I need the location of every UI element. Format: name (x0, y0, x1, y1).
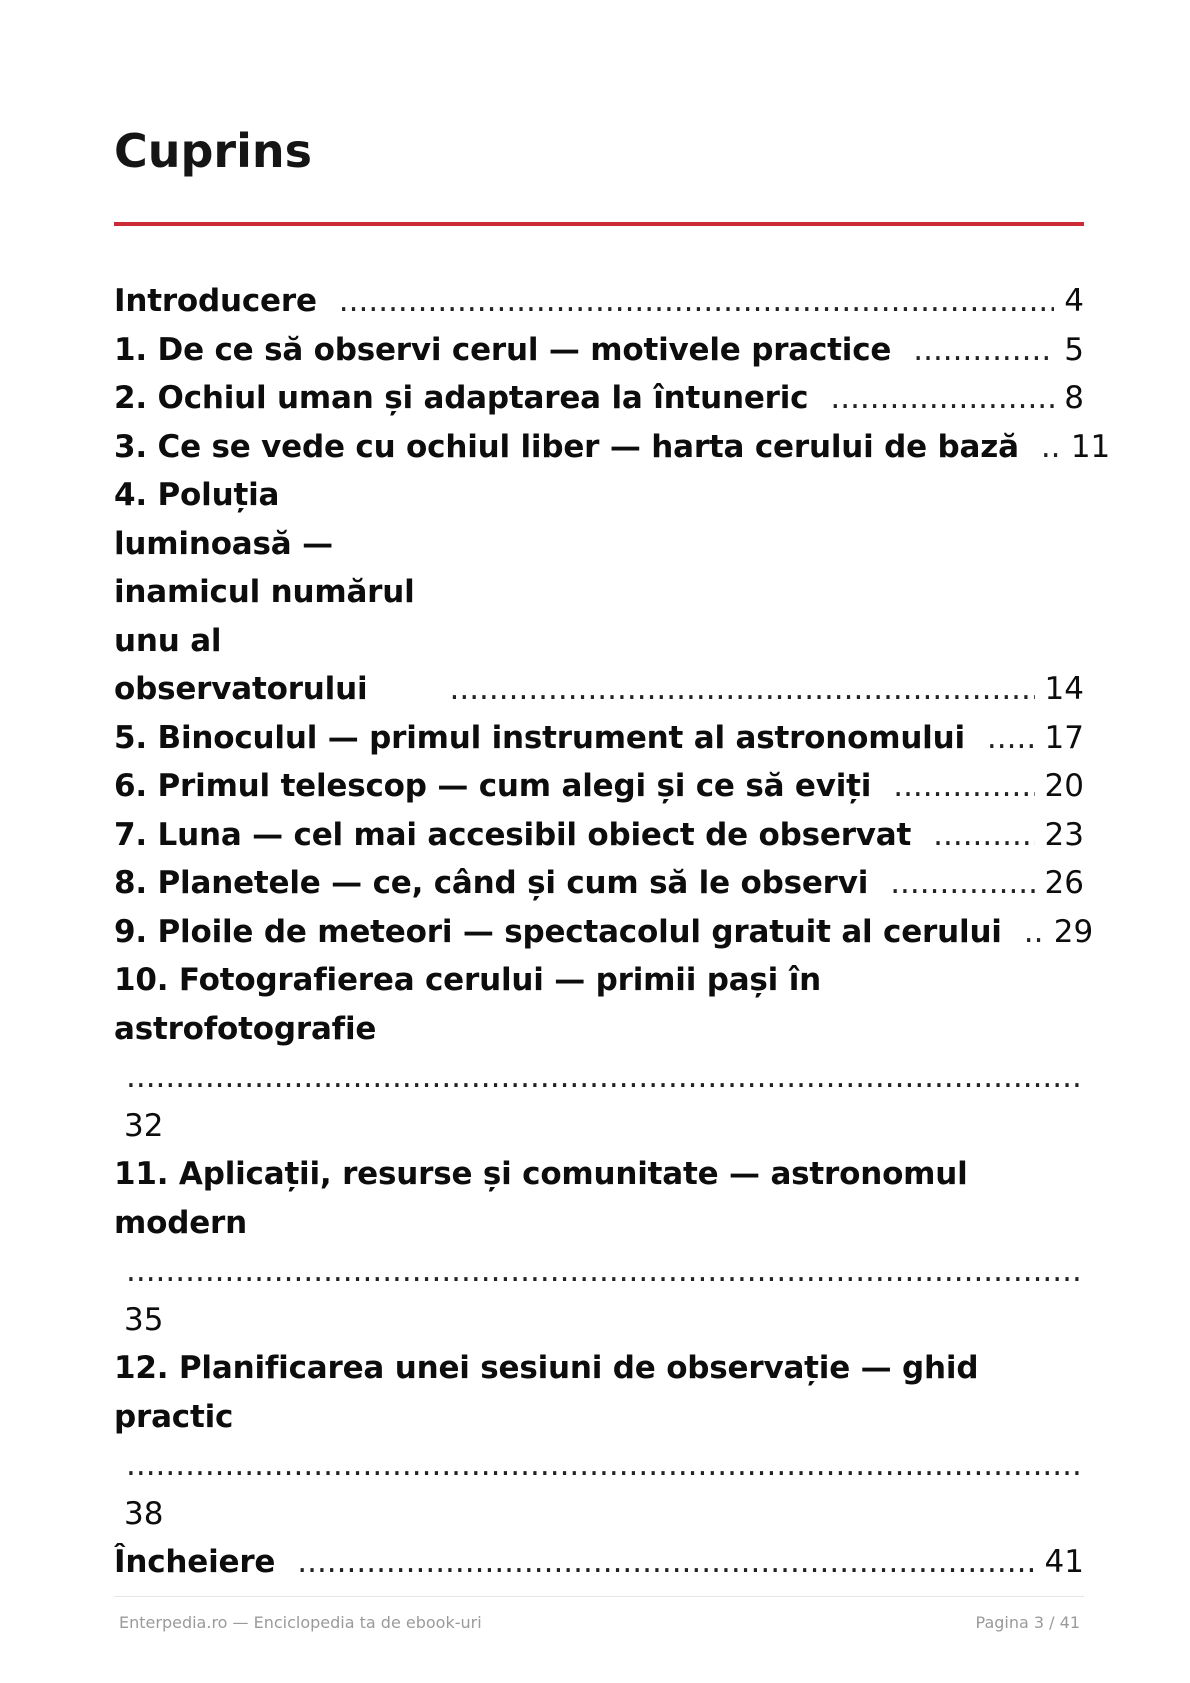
toc-entry[interactable] (114, 1344, 1084, 1538)
toc-dot-leader (987, 714, 1035, 763)
toc-entry-title: 5. Binoculul — primul instrument al astronomului (114, 719, 965, 756)
toc-entry-title: 12. Planificarea unei sesiuni de observație — ghid practic (114, 1350, 979, 1435)
toc-entry-title: 3. Ce se vede cu ochiul liber — harta cerului de bază (114, 428, 1019, 465)
toc-entry[interactable] (114, 423, 1111, 472)
toc-dot-leader (913, 326, 1054, 375)
toc-dot-leader (114, 1053, 1084, 1102)
toc-page-number: 11 (1070, 428, 1111, 465)
toc-page-number: 20 (1044, 768, 1084, 804)
toc-dot-leader (933, 811, 1034, 860)
toc-entry-title: 1. De ce să observi cerul — motivele practice (114, 331, 892, 368)
toc-page-number: 41 (1044, 1544, 1084, 1580)
toc-entry-title: 4. Poluția luminoasă — inamicul numărul unu al observatorului (114, 477, 415, 707)
toc-dot-leader (339, 277, 1054, 326)
toc-page-number: 23 (1044, 816, 1084, 853)
toc-dot-leader (114, 1441, 1084, 1490)
toc-page-number: 8 (1064, 380, 1084, 416)
toc-entry-title: 10. Fotografierea cerului — primii pași în astrofotografie (114, 962, 821, 1047)
toc-page-number: 32 (124, 1107, 164, 1144)
toc-entry-title: Introducere (114, 283, 317, 319)
footer-page-number: Pagina 3 / 41 (975, 1613, 1080, 1632)
toc-entry[interactable] (114, 1150, 1084, 1344)
toc-dot-leader (1024, 908, 1044, 957)
toc-entry-title: 11. Aplicații, resurse și comunitate — astronomul modern (114, 1156, 968, 1241)
toc-entry-title: 2. Ochiul uman și adaptarea la întuneric (114, 380, 809, 416)
footer-divider (114, 1596, 1084, 1597)
table-of-contents (114, 277, 1111, 1587)
toc-entry[interactable] (114, 374, 1084, 423)
toc-entry[interactable] (114, 1538, 1084, 1587)
toc-page-number: 29 (1053, 913, 1094, 950)
toc-page-number: 17 (1044, 719, 1084, 756)
page-title: Cuprins (114, 124, 313, 178)
toc-entry[interactable] (114, 326, 1084, 375)
footer-site-name: Enterpedia.ro — Enciclopedia ta de ebook-uri (119, 1613, 482, 1632)
toc-dot-leader (893, 762, 1034, 811)
toc-page-number: 38 (124, 1495, 164, 1532)
toc-entry-title: 8. Planetele — ce, când și cum să le observi (114, 865, 869, 901)
toc-dot-leader (450, 665, 1035, 714)
toc-entry[interactable] (114, 277, 1084, 326)
toc-dot-leader (890, 859, 1034, 908)
toc-entry[interactable] (114, 762, 1084, 811)
toc-page-number: 26 (1044, 865, 1084, 901)
toc-entry-title: 6. Primul telescop — cum alegi și ce să eviți (114, 768, 872, 804)
toc-entry[interactable] (114, 908, 1094, 957)
toc-dot-leader (297, 1538, 1034, 1587)
toc-entry[interactable] (114, 811, 1084, 860)
toc-dot-leader (1041, 423, 1061, 472)
toc-entry-title: Încheiere (114, 1544, 276, 1580)
toc-dot-leader (114, 1247, 1084, 1296)
title-divider (114, 222, 1084, 226)
toc-entry-title: 9. Ploile de meteori — spectacolul gratuit al cerului (114, 913, 1002, 950)
toc-entry[interactable] (114, 471, 1084, 714)
toc-page-number: 5 (1064, 331, 1084, 368)
toc-entry-title: 7. Luna — cel mai accesibil obiect de observat (114, 816, 912, 853)
toc-dot-leader (830, 374, 1054, 423)
toc-entry[interactable] (114, 956, 1084, 1150)
toc-entry[interactable] (114, 859, 1084, 908)
toc-page-number: 35 (124, 1301, 164, 1338)
toc-page-number: 4 (1064, 283, 1084, 319)
toc-page-number: 14 (1044, 671, 1084, 707)
toc-entry[interactable] (114, 714, 1084, 763)
